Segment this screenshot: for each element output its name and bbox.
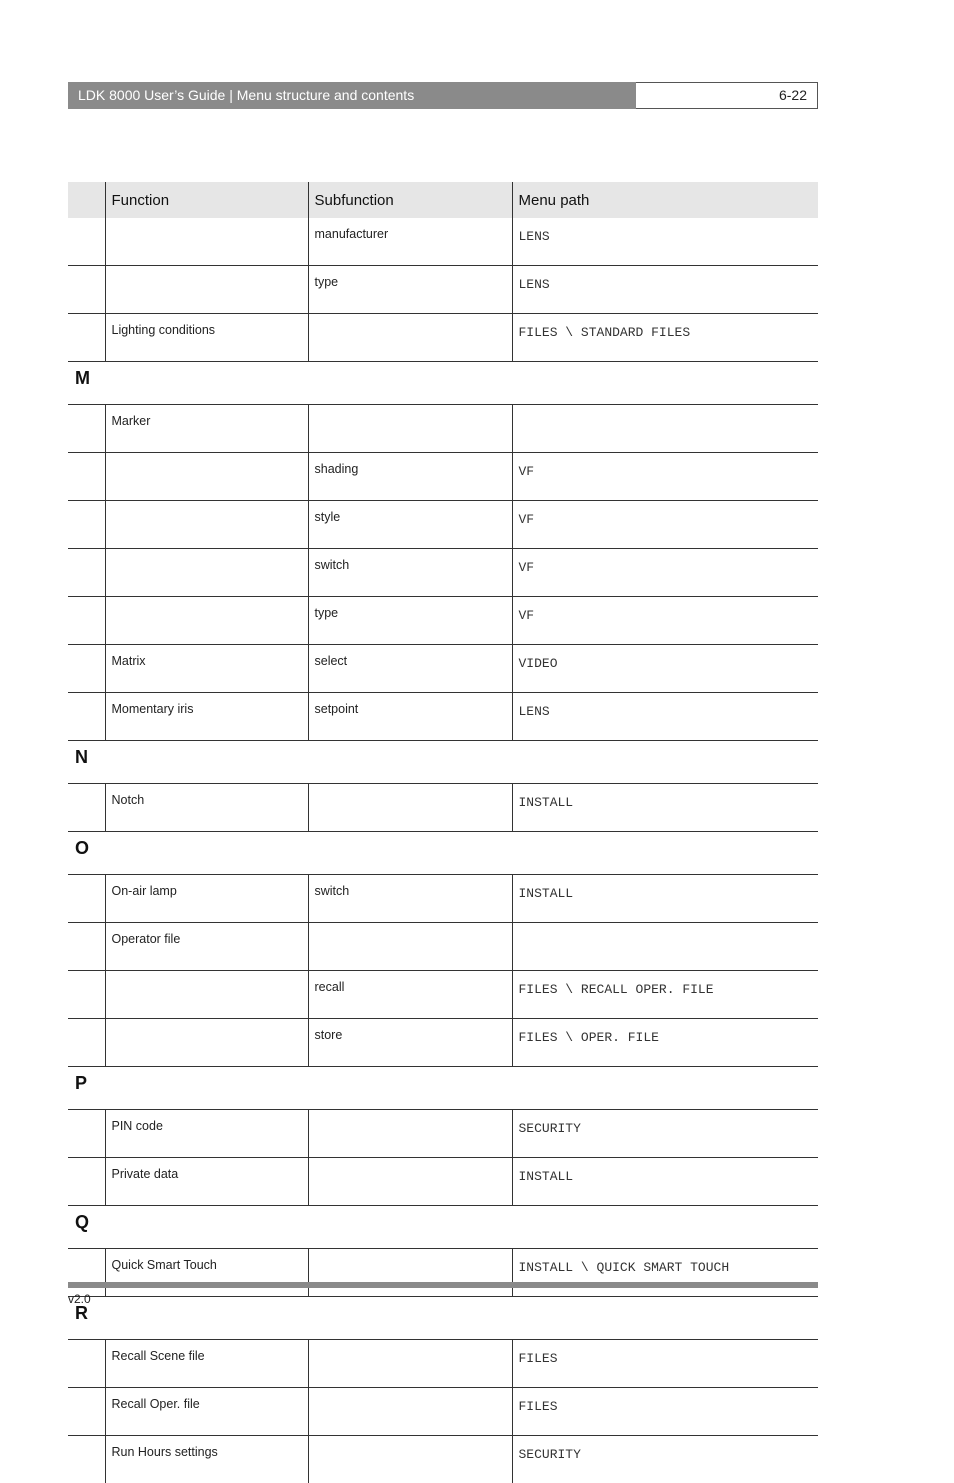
function-cell: Lighting conditions bbox=[105, 314, 308, 362]
subfunction-cell: manufacturer bbox=[308, 218, 512, 266]
subfunction-cell bbox=[308, 314, 512, 362]
table-row bbox=[68, 501, 818, 549]
section-row bbox=[68, 741, 818, 784]
table-row bbox=[68, 1340, 818, 1388]
subfunction-cell bbox=[308, 923, 512, 971]
menu-path-cell: VIDEO bbox=[512, 645, 818, 693]
menu-path-cell bbox=[512, 923, 818, 971]
row-index-cell bbox=[68, 1249, 105, 1297]
row-index-cell bbox=[68, 266, 105, 314]
menu-path-cell: FILES bbox=[512, 1340, 818, 1388]
subfunction-cell bbox=[308, 1436, 512, 1483]
subfunction-cell: switch bbox=[308, 549, 512, 597]
table-header-row bbox=[68, 182, 818, 218]
version-label: v2.0 bbox=[68, 1292, 91, 1306]
function-cell: Notch bbox=[105, 784, 308, 832]
table-row bbox=[68, 597, 818, 645]
function-cell bbox=[105, 971, 308, 1019]
footer-divider bbox=[68, 1282, 818, 1288]
row-index-cell bbox=[68, 784, 105, 832]
menu-path-cell: INSTALL bbox=[512, 875, 818, 923]
section-letter: O bbox=[68, 832, 818, 875]
row-index-cell bbox=[68, 405, 105, 453]
function-cell bbox=[105, 549, 308, 597]
table-row bbox=[68, 549, 818, 597]
subfunction-cell: type bbox=[308, 266, 512, 314]
row-index-cell bbox=[68, 645, 105, 693]
menu-path-cell: LENS bbox=[512, 693, 818, 741]
column-header-menu-path: Menu path bbox=[512, 182, 818, 218]
subfunction-cell: style bbox=[308, 501, 512, 549]
section-letter: M bbox=[68, 362, 818, 405]
function-cell bbox=[105, 1019, 308, 1067]
row-index-cell bbox=[68, 549, 105, 597]
subfunction-cell bbox=[308, 405, 512, 453]
menu-path-cell: FILES \ STANDARD FILES bbox=[512, 314, 818, 362]
function-cell: Run Hours settings bbox=[105, 1436, 308, 1483]
menu-path-cell: SECURITY bbox=[512, 1436, 818, 1483]
document-title: LDK 8000 User’s Guide | Menu structure and contents bbox=[68, 82, 636, 109]
function-cell: Marker bbox=[105, 405, 308, 453]
page-number: 6-22 bbox=[636, 82, 818, 109]
row-index-cell bbox=[68, 501, 105, 549]
section-letter: R bbox=[68, 1297, 818, 1340]
row-index-cell bbox=[68, 1388, 105, 1436]
row-index-cell bbox=[68, 597, 105, 645]
function-cell: Recall Scene file bbox=[105, 1340, 308, 1388]
row-index-cell bbox=[68, 971, 105, 1019]
menu-path-cell: FILES bbox=[512, 1388, 818, 1436]
section-letter: P bbox=[68, 1067, 818, 1110]
menu-path-cell: INSTALL bbox=[512, 784, 818, 832]
function-cell: Momentary iris bbox=[105, 693, 308, 741]
menu-path-cell: INSTALL \ QUICK SMART TOUCH bbox=[512, 1249, 818, 1297]
menu-path-cell: FILES \ RECALL OPER. FILE bbox=[512, 971, 818, 1019]
section-row bbox=[68, 1297, 818, 1340]
menu-path-cell: SECURITY bbox=[512, 1110, 818, 1158]
table-row bbox=[68, 1388, 818, 1436]
section-letter: N bbox=[68, 741, 818, 784]
column-header-subfunction: Subfunction bbox=[308, 182, 512, 218]
menu-path-cell bbox=[512, 405, 818, 453]
menu-path-cell: VF bbox=[512, 597, 818, 645]
function-cell: PIN code bbox=[105, 1110, 308, 1158]
function-cell bbox=[105, 266, 308, 314]
subfunction-cell bbox=[308, 1340, 512, 1388]
table-row bbox=[68, 1158, 818, 1206]
subfunction-cell: select bbox=[308, 645, 512, 693]
function-cell bbox=[105, 218, 308, 266]
table-row bbox=[68, 923, 818, 971]
menu-path-cell: VF bbox=[512, 549, 818, 597]
table-row bbox=[68, 971, 818, 1019]
function-cell bbox=[105, 453, 308, 501]
row-index-cell bbox=[68, 453, 105, 501]
function-cell: On-air lamp bbox=[105, 875, 308, 923]
row-index-cell bbox=[68, 218, 105, 266]
page-header bbox=[68, 82, 818, 109]
menu-path-cell: LENS bbox=[512, 218, 818, 266]
table-row bbox=[68, 314, 818, 362]
table-row bbox=[68, 218, 818, 266]
subfunction-cell bbox=[308, 1158, 512, 1206]
section-letter: Q bbox=[68, 1206, 818, 1249]
subfunction-cell: switch bbox=[308, 875, 512, 923]
subfunction-cell: shading bbox=[308, 453, 512, 501]
table-row bbox=[68, 875, 818, 923]
function-cell: Operator file bbox=[105, 923, 308, 971]
row-index-cell bbox=[68, 1019, 105, 1067]
table-row bbox=[68, 405, 818, 453]
function-cell bbox=[105, 501, 308, 549]
menu-path-cell: VF bbox=[512, 501, 818, 549]
row-index-cell bbox=[68, 875, 105, 923]
menu-path-cell: VF bbox=[512, 453, 818, 501]
column-header-function: Function bbox=[105, 182, 308, 218]
subfunction-cell: store bbox=[308, 1019, 512, 1067]
menu-path-cell: INSTALL bbox=[512, 1158, 818, 1206]
table-row bbox=[68, 1019, 818, 1067]
table-row bbox=[68, 693, 818, 741]
row-index-cell bbox=[68, 1340, 105, 1388]
subfunction-cell: recall bbox=[308, 971, 512, 1019]
subfunction-cell bbox=[308, 1110, 512, 1158]
menu-path-cell: LENS bbox=[512, 266, 818, 314]
row-index-cell bbox=[68, 314, 105, 362]
subfunction-cell bbox=[308, 1249, 512, 1297]
subfunction-cell bbox=[308, 1388, 512, 1436]
table-row bbox=[68, 784, 818, 832]
table-row bbox=[68, 1249, 818, 1297]
row-index-cell bbox=[68, 923, 105, 971]
function-cell: Matrix bbox=[105, 645, 308, 693]
section-row bbox=[68, 832, 818, 875]
section-row bbox=[68, 362, 818, 405]
subfunction-cell: setpoint bbox=[308, 693, 512, 741]
table-row bbox=[68, 1436, 818, 1483]
table-row bbox=[68, 645, 818, 693]
table-row bbox=[68, 1110, 818, 1158]
subfunction-cell bbox=[308, 784, 512, 832]
row-index-cell bbox=[68, 1110, 105, 1158]
header-index-cell bbox=[68, 182, 105, 218]
function-cell: Private data bbox=[105, 1158, 308, 1206]
row-index-cell bbox=[68, 1158, 105, 1206]
function-cell bbox=[105, 597, 308, 645]
section-row bbox=[68, 1067, 818, 1110]
menu-path-cell: FILES \ OPER. FILE bbox=[512, 1019, 818, 1067]
subfunction-cell: type bbox=[308, 597, 512, 645]
function-cell: Quick Smart Touch bbox=[105, 1249, 308, 1297]
table-body bbox=[68, 218, 818, 1483]
section-row bbox=[68, 1206, 818, 1249]
function-cell: Recall Oper. file bbox=[105, 1388, 308, 1436]
row-index-cell bbox=[68, 693, 105, 741]
row-index-cell bbox=[68, 1436, 105, 1483]
table-row bbox=[68, 266, 818, 314]
table-row bbox=[68, 453, 818, 501]
